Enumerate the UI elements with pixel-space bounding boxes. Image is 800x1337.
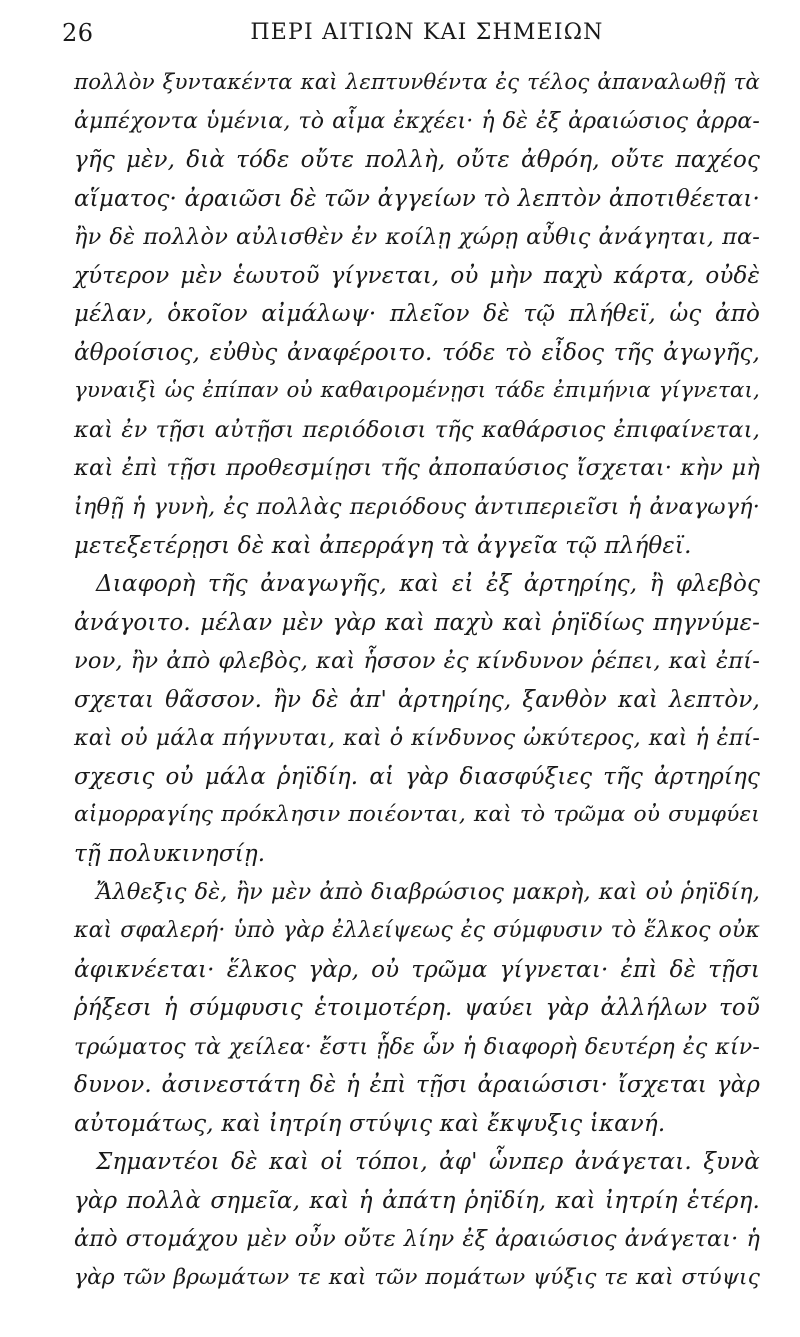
text-line: γὰρ πολλὰ σημεῖα, καὶ ἡ ἀπάτη ῥηϊδίη, καὶ ἰητρίη ἑτέρη. (74, 1187, 760, 1214)
text-line: ἀνάγοιτο. μέλαν μὲν γὰρ καὶ παχὺ καὶ ῥηϊδίως πηγνύμε- (74, 609, 760, 636)
text-line: σχεται θᾶσσον. ἢν δὲ ἀπ' ἀρτηρίης, ξανθὸν καὶ λεπτὸν, (74, 686, 760, 713)
text-line: μέλαν, ὁκοῖον αἰμάλωψ· πλεῖον δὲ τῷ πλήθεϊ, ὡς ἀπὸ (74, 301, 760, 328)
text-line: γὰρ τῶν βρωμάτων τε καὶ τῶν πομάτων ψύξις τε καὶ στύψις (74, 1264, 760, 1290)
text-line: Διαφορὴ τῆς ἀναγωγῆς, καὶ εἰ ἐξ ἀρτηρίης, ἢ φλεβὸς (96, 571, 760, 598)
text-line: ἢν δὲ πολλὸν αὐλισθὲν ἐν κοίλῃ χώρῃ αὖθις ἀνάγηται, πα- (74, 224, 760, 251)
running-title: ΠΕΡΙ ΑΙΤΙΩΝ ΚΑΙ ΣΗΜΕΙΩΝ (250, 20, 604, 45)
text-line: νον, ἢν ἀπὸ φλεβὸς, καὶ ἧσσον ἐς κίνδυνον ῥέπει, καὶ ἐπί- (74, 648, 760, 675)
text-line: ῥήξεσι ἡ σύμφυσις ἑτοιμοτέρη. ψαύει γὰρ ἀλλήλων τοῦ (74, 995, 760, 1022)
text-line: ἀθροίσιος, εὐθὺς ἀναφέροιτο. τόδε τὸ εἶδος τῆς ἀγωγῆς, (74, 339, 760, 366)
text-line: Σημαντέοι δὲ καὶ οἱ τόποι, ἀφ' ὧνπερ ἀνάγεται. ξυνὰ (96, 1149, 760, 1176)
text-line: αὐτομάτως, καὶ ἰητρίη στύψις καὶ ἔκψυξις ἱκανή. (74, 1110, 666, 1137)
text-line: ἀφικνέεται· ἕλκος γὰρ, οὐ τρῶμα γίγνεται· ἐπὶ δὲ τῇσι (74, 956, 760, 983)
text-line: σχεσις οὐ μάλα ῥηϊδίη. αἱ γὰρ διασφύξιες τῆς ἀρτηρίης (74, 763, 760, 790)
text-line: γῆς μὲν, διὰ τόδε οὔτε πολλὴ, οὔτε ἀθρόη, οὔτε παχέος (74, 147, 760, 174)
running-head (62, 16, 762, 50)
text-line: ἰηθῇ ἡ γυνὴ, ἐς πολλὰς περιόδους ἀντιπεριεῖσι ἡ ἀναγωγή· (74, 494, 760, 521)
text-line: πολλὸν ξυντακέντα καὶ λεπτυνθέντα ἐς τέλος ἀπαναλωθῇ τὰ (74, 70, 760, 95)
text-line: καὶ οὐ μάλα πήγνυται, καὶ ὁ κίνδυνος ὠκύτερος, καὶ ἡ ἐπί- (74, 725, 760, 752)
text-line: μετεξετέρῃσι δὲ καὶ ἀπερράγη τὰ ἀγγεῖα τῷ πλήθεϊ. (74, 532, 692, 559)
text-line: χύτερον μὲν ἑωυτοῦ γίγνεται, οὐ μὴν παχὺ κάρτα, οὐδὲ (74, 262, 760, 289)
text-line: ἀμπέχοντα ὑμένια, τὸ αἷμα ἐκχέει· ἡ δὲ ἐξ ἀραιώσιος ἀρρα- (74, 108, 760, 134)
text-line: ἀπὸ στομάχου μὲν οὖν οὔτε λίην ἐξ ἀραιώσιος ἀνάγεται· ἡ (74, 1226, 760, 1253)
text-line: καὶ ἐν τῇσι αὐτῇσι περιόδοισι τῆς καθάρσιος ἐπιφαίνεται, (74, 416, 760, 443)
page-number: 26 (62, 19, 94, 47)
text-line: Ἄλθεξις δὲ, ἢν μὲν ἀπὸ διαβρώσιος μακρὴ, καὶ οὐ ῥηϊδίη, (96, 879, 760, 906)
text-line: αἱμορραγίης πρόκλησιν ποιέονται, καὶ τὸ τρῶμα οὐ συμφύει (74, 802, 760, 828)
text-line: τρώματος τὰ χείλεα· ἔστι ᾗδε ὧν ἡ διαφορὴ δευτέρη ἐς κίν- (74, 1033, 760, 1060)
text-line: δυνον. ἀσινεστάτη δὲ ἡ ἐπὶ τῇσι ἀραιώσισι· ἴσχεται γὰρ (74, 1072, 760, 1099)
text-line: γυναιξὶ ὡς ἐπίπαν οὐ καθαιρομένῃσι τάδε ἐπιμήνια γίγνεται, (74, 378, 760, 404)
text-line: καὶ σφαλερή· ὑπὸ γὰρ ἐλλείψεως ἐς σύμφυσιν τὸ ἕλκος οὐκ (74, 918, 760, 944)
text-line: καὶ ἐπὶ τῇσι προθεσμίῃσι τῆς ἀποπαύσιος ἴσχεται· κὴν μὴ (74, 455, 760, 482)
text-line: τῇ πολυκινησίῃ. (74, 840, 266, 867)
greek-text-block (74, 64, 760, 1298)
text-line: αἵματος· ἀραιῶσι δὲ τῶν ἀγγείων τὸ λεπτὸν ἀποτιθέεται· (74, 185, 760, 212)
